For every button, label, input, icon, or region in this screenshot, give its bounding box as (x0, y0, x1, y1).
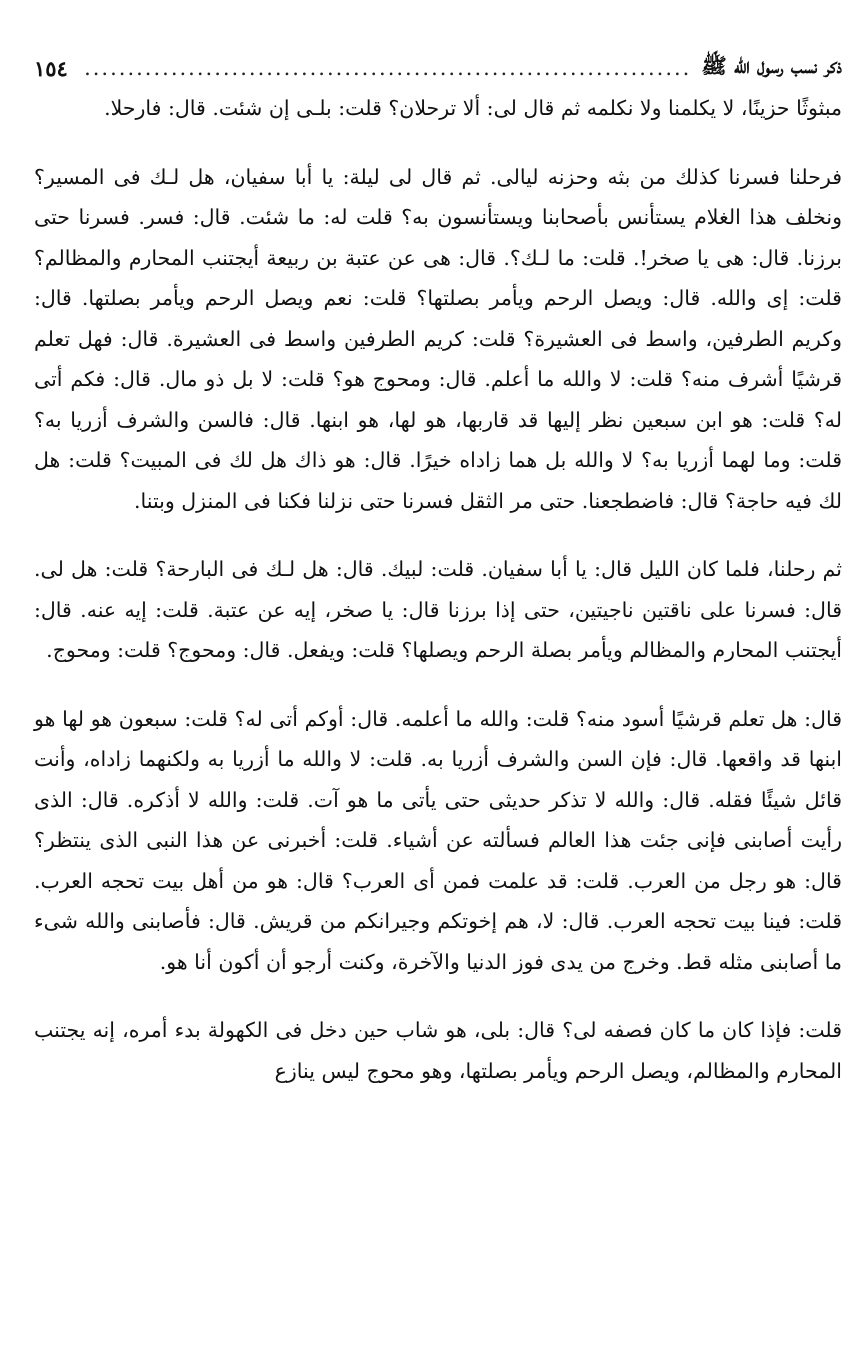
paragraph-4: قال: هل تعلم قرشيًا أسود منه؟ قلت: والله ما أعلمه. قال: أوكم أتى له؟ قلت: سبعون هو لها هو ابنها قد واقعها. قال: فإن السن والشرف أزريا به. قلت: لا والله ما أزريا به ولكنهما زاداه، وأنت قائل شيئًا فقله. قال: والله لا تذكر حديثى حتى يأتى ما هو آت. قلت: والله لا أذكره. قال: الذى رأيت أصابنى فإنى جئت هذا العالم فسألته عن أشياء. قلت: أخبرنى عن هذا النبى الذى ينتظر؟ قال: هو رجل من العرب. قلت: قد علمت فمن أى العرب؟ قال: هو من أهل بيت تحجه العرب. قلت: فينا بيت تحجه العرب. قال: لا، هم إخوتكم وجيرانكم من قريش. قال: فأصابنى والله شىء ما أصابنى مثله قط. وخرج من يدى فوز الدنيا والآخرة، وكنت أرجو أن أكون أنا هو. (34, 706, 842, 974)
book-page (34, 48, 842, 1358)
leader-dots (80, 56, 692, 80)
paragraph-1: مبثوثًا حزينًا، لا يكلمنا ولا نكلمه ثم قال لى: ألا ترحلان؟ قلت: بلـى إن شئت. قال: فارحلا. (104, 96, 842, 120)
chapter-title: ذكر نسب رسول الله ﷺ (701, 52, 842, 78)
running-head (34, 48, 842, 88)
body-text (34, 88, 842, 1091)
running-head-title-group (80, 53, 842, 84)
page-number: ١٥٤ (34, 55, 68, 81)
paragraph-2: فرحلنا فسرنا كذلك من بثه وحزنه ليالى. ثم قال لى ليلة: يا أبا سفيان، هل لـك فى المسير؟ ونخلف هذا الغلام يستأنس بأصحابنا ويستأنسون به؟ قلت له: ما شئت. قال: فسر. فسرنا حتى برزنا. قال: هى يا صخر!. قلت: ما لـك؟. قال: هى عن عتبة بن ربيعة أيجتنب المحارم والمظالم؟ قلت: إى والله. قال: ويصل الرحم ويأمر بصلتها؟ قلت: نعم ويصل الرحم ويأمر بصلتها. قال: وكريم الطرفين، واسط فى العشيرة؟ قلت: كريم الطرفين واسط فى العشيرة. قال: فهل تعلم قرشيًا أشرف منه؟ قلت: لا والله ما أعلم. قال: ومحوج هو؟ قلت: لا بل ذو مال. قال: فكم أتى له؟ قلت: هو ابن سبعين نظر إليها قد قاربها، هو لها، هو ابنها. قال: فالسن والشرف أزريا به؟ قلت: وما لهما أزريا به؟ لا والله بل هما زاداه خيرًا. قال: هو ذاك هل لك فى المبيت؟ قلت: هل لك فيه حاجة؟ قال: فاضطجعنا. حتى مر الثقل فسرنا حتى نزلنا فكنا فى المنزل وبتنا. (34, 164, 842, 513)
paragraph-5: قلت: فإذا كان ما كان فصفه لى؟ قال: بلى، هو شاب حين دخل فى الكهولة بدء أمره، إنه يجتنب المحارم والمظالم، ويصل الرحم ويأمر بصلتها، وهو محوج ليس ينازع (34, 1018, 842, 1083)
paragraph-3: ثم رحلنا، فلما كان الليل قال: يا أبا سفيان. قلت: لبيك. قال: هل لـك فى البارحة؟ قلت: هل لى. قال: فسرنا على ناقتين ناجيتين، حتى إذا برزنا قال: يا صخر، إيه عن عتبة. قلت: إيه عنه. قال: أيجتنب المحارم والمظالم ويأمر بصلة الرحم ويصلها؟ قلت: ويفعل. قال: ومحوج؟ قلت: ومحوج. (34, 557, 842, 662)
